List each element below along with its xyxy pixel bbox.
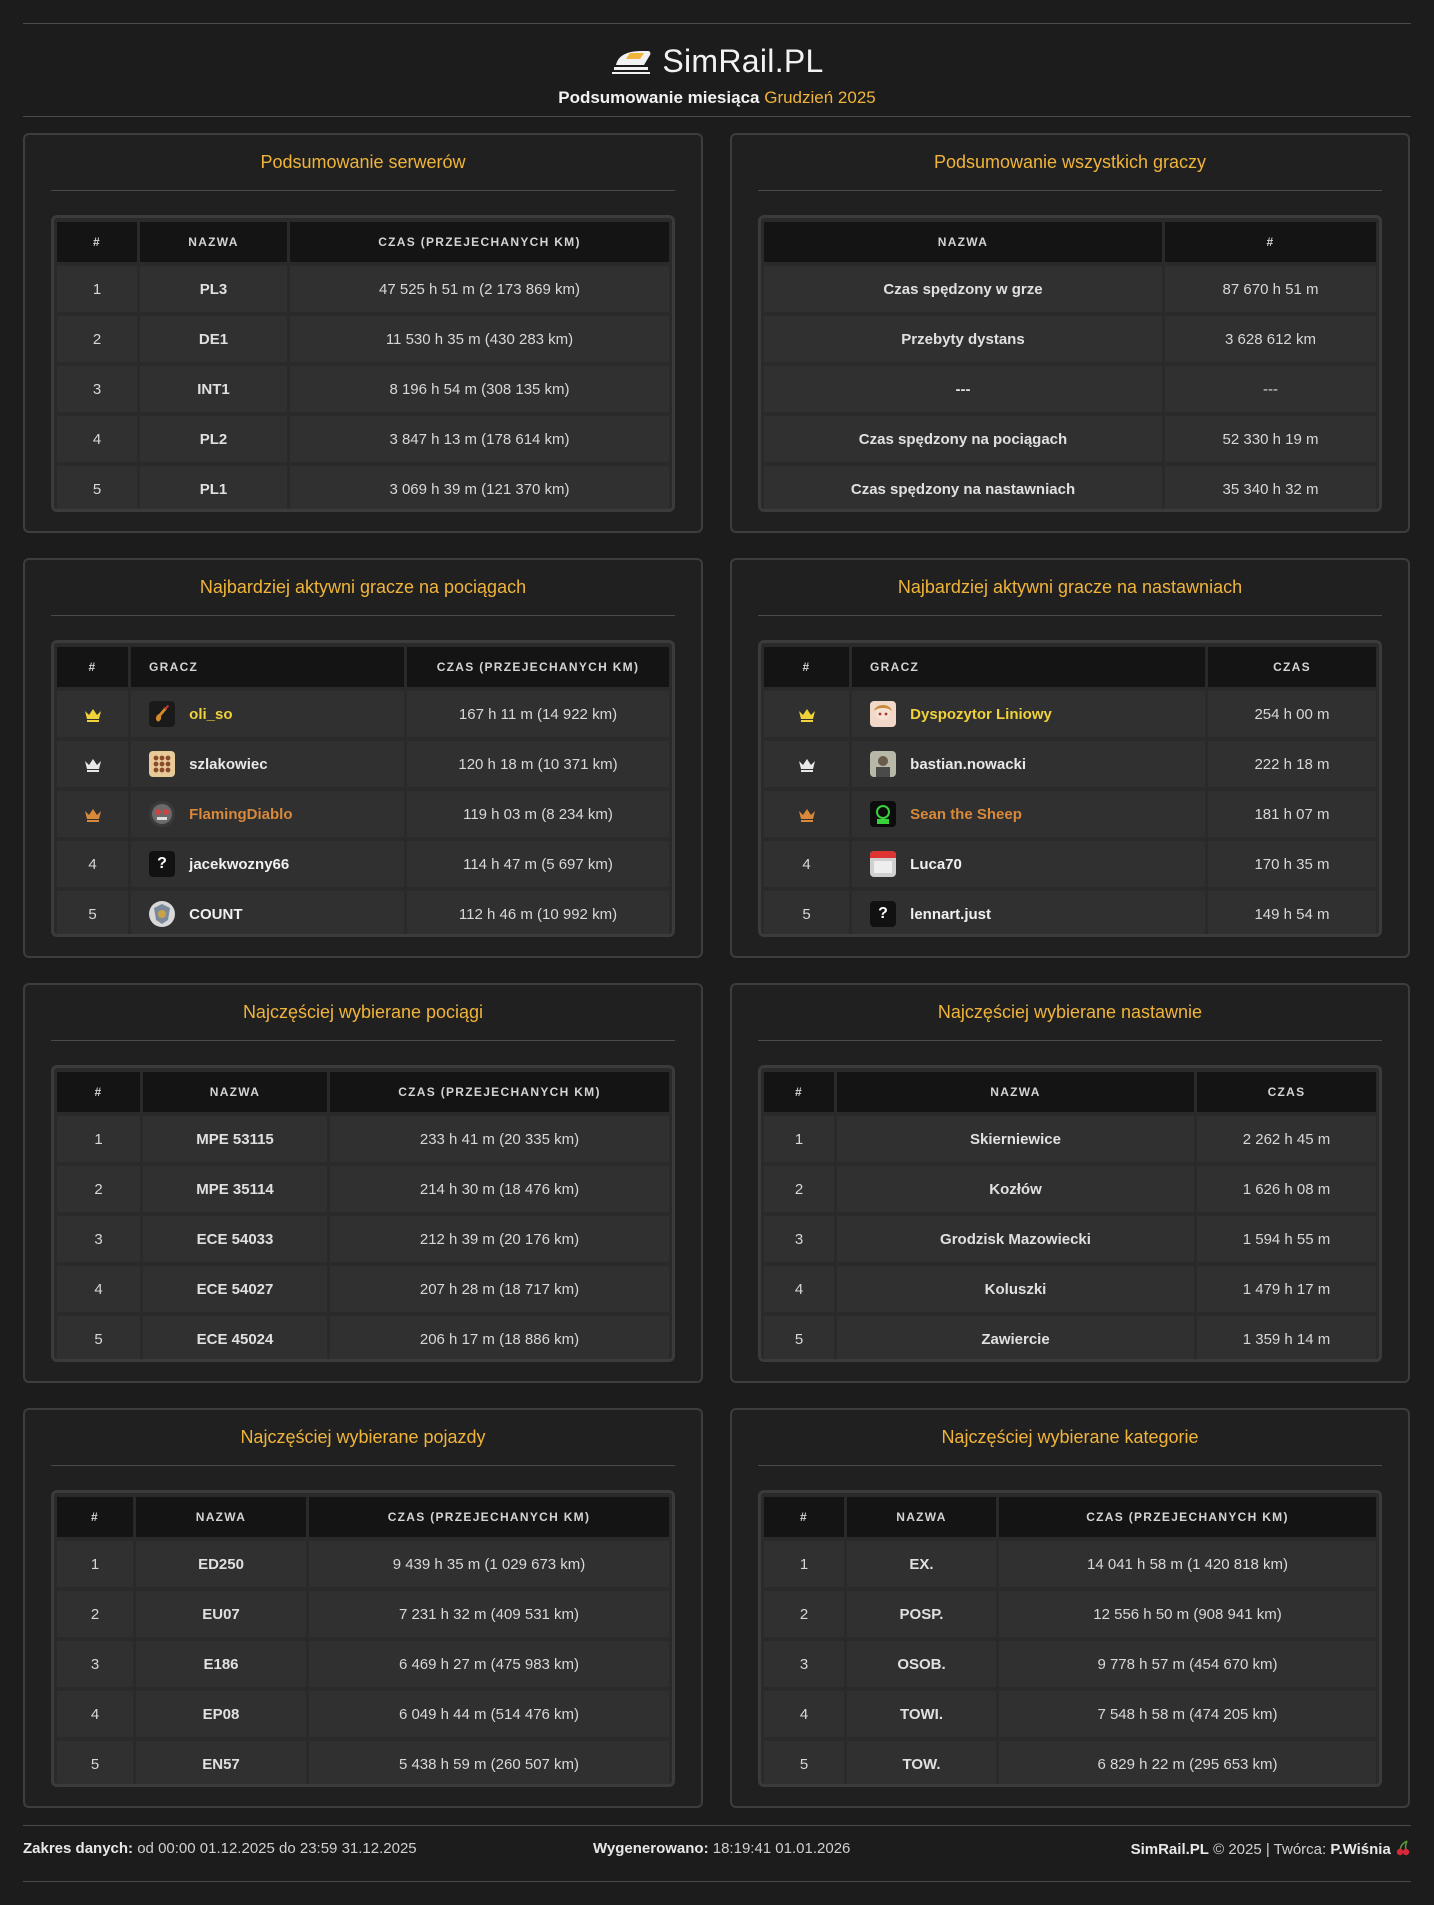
server-name: PL1: [140, 466, 287, 512]
table-row: [764, 1166, 1376, 1212]
time-value: 9 778 h 57 m (454 670 km): [999, 1641, 1376, 1687]
crown-silver-icon: [798, 758, 816, 772]
generated-value: 18:19:41 01.01.2026: [712, 1840, 851, 1857]
rank: 1: [57, 1116, 140, 1162]
cherry-icon: [1395, 1840, 1411, 1856]
column-header: #: [764, 1497, 844, 1537]
player-cell[interactable]: [852, 891, 1205, 937]
stat-name: Czas spędzony na pociągach: [764, 416, 1162, 462]
train-name: ECE 54027: [143, 1266, 327, 1312]
train-logo-icon: [610, 47, 654, 75]
stat-value: 52 330 h 19 m: [1165, 416, 1376, 462]
question-avatar-icon: ?: [149, 851, 175, 877]
time-value: 6 049 h 44 m (514 476 km): [309, 1691, 669, 1737]
player-cell[interactable]: [852, 691, 1205, 737]
time-value: 112 h 46 m (10 992 km): [407, 891, 669, 937]
page-subtitle: [0, 88, 1434, 108]
servers-panel: [23, 133, 703, 533]
category-name: OSOB.: [847, 1641, 996, 1687]
time-value: 11 530 h 35 m (430 283 km): [290, 316, 669, 362]
time-value: 206 h 17 m (18 886 km): [330, 1316, 669, 1362]
column-header: #: [57, 1497, 133, 1537]
table-row: [57, 1166, 669, 1212]
table-row: [57, 316, 669, 362]
table-row: [57, 1591, 669, 1637]
player-cell[interactable]: [852, 791, 1205, 837]
train-players-panel: [23, 558, 703, 958]
column-header: CZAS: [1197, 1072, 1376, 1112]
credits: [1131, 1840, 1411, 1858]
top-rule: [23, 23, 1411, 24]
panel-divider: [758, 1040, 1382, 1041]
crown-gold-icon: [798, 708, 816, 722]
vehicle-name: EP08: [136, 1691, 306, 1737]
table-row: [764, 741, 1376, 787]
time-value: 9 439 h 35 m (1 029 673 km): [309, 1541, 669, 1587]
generated-label: Wygenerowano:: [593, 1840, 709, 1857]
rank: 4: [764, 1266, 834, 1312]
table-row: [764, 316, 1376, 362]
train-name: MPE 53115: [143, 1116, 327, 1162]
table-row: [764, 691, 1376, 737]
page-footer: [23, 1840, 1411, 1864]
train-name: ECE 45024: [143, 1316, 327, 1362]
rank: 2: [57, 1591, 133, 1637]
time-value: 1 626 h 08 m: [1197, 1166, 1376, 1212]
vehicle-name: EU07: [136, 1591, 306, 1637]
footer-brand[interactable]: SimRail.PL: [1130, 1841, 1209, 1858]
rank: 3: [764, 1641, 844, 1687]
player-name: Luca70: [910, 855, 962, 873]
dispatch-players-table: [761, 643, 1379, 937]
column-header: #: [764, 647, 849, 687]
rank: 2: [57, 316, 137, 362]
time-value: 233 h 41 m (20 335 km): [330, 1116, 669, 1162]
column-header: NAZWA: [136, 1497, 306, 1537]
question-avatar-icon: ?: [870, 901, 896, 927]
table-row: [764, 1316, 1376, 1362]
table-row: [764, 791, 1376, 837]
player-cell[interactable]: [131, 891, 404, 937]
bottom-rule: [23, 1881, 1411, 1882]
time-value: 212 h 39 m (20 176 km): [330, 1216, 669, 1262]
category-name: POSP.: [847, 1591, 996, 1637]
column-header: CZAS (PRZEJECHANYCH KM): [290, 222, 669, 262]
rank: [57, 791, 128, 837]
crown-gold-icon: [84, 708, 102, 722]
server-name: INT1: [140, 366, 287, 412]
vehicles-table: [54, 1493, 672, 1787]
time-value: 5 438 h 59 m (260 507 km): [309, 1741, 669, 1787]
column-header: #: [57, 647, 128, 687]
table-row: [764, 1541, 1376, 1587]
category-name: EX.: [847, 1541, 996, 1587]
categories-panel: [730, 1408, 1410, 1808]
time-value: 7 231 h 32 m (409 531 km): [309, 1591, 669, 1637]
generated-at: [593, 1840, 850, 1857]
table-row: [764, 416, 1376, 462]
time-value: 47 525 h 51 m (2 173 869 km): [290, 266, 669, 312]
column-header: CZAS (PRZEJECHANYCH KM): [330, 1072, 669, 1112]
crown-bronze-icon: [798, 808, 816, 822]
server-name: PL3: [140, 266, 287, 312]
table-row: [764, 841, 1376, 887]
table-row: [57, 691, 669, 737]
player-cell[interactable]: [131, 741, 404, 787]
trains-table: [54, 1068, 672, 1362]
table-row: [764, 1591, 1376, 1637]
data-range-label: Zakres danych:: [23, 1840, 134, 1857]
panel-title: Najczęściej wybierane pojazdy: [240, 1427, 486, 1447]
column-header: CZAS (PRZEJECHANYCH KM): [309, 1497, 669, 1537]
panel-divider: [51, 190, 675, 191]
rank: 5: [57, 1741, 133, 1787]
vehicles-table-wrap: [51, 1490, 675, 1787]
train-players-table: [54, 643, 672, 937]
dispatch-players-table-wrap: [758, 640, 1382, 937]
rank: [764, 691, 849, 737]
table-row: [57, 1641, 669, 1687]
time-value: 12 556 h 50 m (908 941 km): [999, 1591, 1376, 1637]
crown-bronze-icon: [84, 808, 102, 822]
panel-divider: [758, 615, 1382, 616]
time-value: 149 h 54 m: [1208, 891, 1376, 937]
table-row: [764, 1266, 1376, 1312]
panel-divider: [758, 190, 1382, 191]
table-row: [57, 1216, 669, 1262]
vehicle-name: E186: [136, 1641, 306, 1687]
player-cell[interactable]: [852, 841, 1205, 887]
time-value: 167 h 11 m (14 922 km): [407, 691, 669, 737]
panel-title: Najczęściej wybierane nastawnie: [937, 1002, 1203, 1022]
panel-title: Podsumowanie serwerów: [260, 152, 466, 172]
rank: 4: [764, 841, 849, 887]
table-row: [764, 1116, 1376, 1162]
stat-name: ---: [764, 366, 1162, 412]
rank: 1: [764, 1541, 844, 1587]
stat-name: Czas spędzony na nastawniach: [764, 466, 1162, 512]
table-row: [764, 1641, 1376, 1687]
rank: 4: [57, 416, 137, 462]
dispatch-table: [761, 1068, 1379, 1362]
rank: [764, 791, 849, 837]
stat-value: 3 628 612 km: [1165, 316, 1376, 362]
time-value: 7 548 h 58 m (474 205 km): [999, 1691, 1376, 1737]
player-cell[interactable]: [852, 741, 1205, 787]
panel-title: Najbardziej aktywni gracze na nastawniach: [897, 577, 1243, 597]
vehicle-name: EN57: [136, 1741, 306, 1787]
column-header: NAZWA: [140, 222, 287, 262]
table-row: [764, 891, 1376, 937]
panel-divider: [51, 615, 675, 616]
panel-divider: [51, 1465, 675, 1466]
trains-table-wrap: [51, 1065, 675, 1362]
all-players-table-wrap: [758, 215, 1382, 512]
table-row: [57, 416, 669, 462]
panel-divider: [51, 1040, 675, 1041]
time-value: 6 469 h 27 m (475 983 km): [309, 1641, 669, 1687]
player-name: jacekwozny66: [189, 855, 290, 873]
rank: 4: [57, 841, 128, 887]
rank: 1: [57, 1541, 133, 1587]
table-row: [764, 1741, 1376, 1787]
table-row: [764, 1691, 1376, 1737]
rank: 2: [57, 1166, 140, 1212]
column-header: CZAS (PRZEJECHANYCH KM): [999, 1497, 1376, 1537]
dice-avatar-icon: [149, 751, 175, 777]
time-value: 214 h 30 m (18 476 km): [330, 1166, 669, 1212]
rank: [57, 691, 128, 737]
table-row: [764, 1216, 1376, 1262]
data-range-value: od 00:00 01.12.2025 do 23:59 31.12.2025: [137, 1840, 417, 1857]
time-value: 8 196 h 54 m (308 135 km): [290, 366, 669, 412]
table-row: [57, 366, 669, 412]
train-name: ECE 54033: [143, 1216, 327, 1262]
table-row: [57, 1266, 669, 1312]
player-name: Dyspozytor Liniowy: [910, 705, 1052, 723]
stat-value: 35 340 h 32 m: [1165, 466, 1376, 512]
player-name: bastian.nowacki: [910, 755, 1027, 773]
time-value: 6 829 h 22 m (295 653 km): [999, 1741, 1376, 1787]
table-row: [57, 841, 669, 887]
time-value: 3 847 h 13 m (178 614 km): [290, 416, 669, 462]
column-header: NAZWA: [837, 1072, 1194, 1112]
vehicle-name: ED250: [136, 1541, 306, 1587]
servers-table-wrap: [51, 215, 675, 512]
rank: 4: [57, 1691, 133, 1737]
time-value: 120 h 18 m (10 371 km): [407, 741, 669, 787]
data-range: [23, 1840, 417, 1857]
all-players-panel: [730, 133, 1410, 533]
rank: 1: [764, 1116, 834, 1162]
train-name: MPE 35114: [143, 1166, 327, 1212]
player-name: FlamingDiablo: [189, 805, 293, 823]
table-row: [57, 741, 669, 787]
rank: [764, 741, 849, 787]
column-header: NAZWA: [143, 1072, 327, 1112]
badge-avatar-icon: [149, 901, 175, 927]
time-value: 1 594 h 55 m: [1197, 1216, 1376, 1262]
stat-name: Czas spędzony w grze: [764, 266, 1162, 312]
page-header: [0, 40, 1434, 108]
anime-avatar-icon: [870, 701, 896, 727]
hacker-avatar-icon: [870, 801, 896, 827]
column-header: GRACZ: [131, 647, 404, 687]
time-value: 170 h 35 m: [1208, 841, 1376, 887]
player-cell[interactable]: [131, 691, 404, 737]
table-row: [57, 791, 669, 837]
post-name: Kozłów: [837, 1166, 1194, 1212]
server-name: PL2: [140, 416, 287, 462]
category-name: TOW.: [847, 1741, 996, 1787]
rank: 2: [764, 1166, 834, 1212]
table-row: [764, 366, 1376, 412]
rank: 3: [57, 1216, 140, 1262]
column-header: #: [57, 1072, 140, 1112]
rank: [57, 741, 128, 787]
rank: 5: [764, 891, 849, 937]
table-row: [57, 891, 669, 937]
stat-value: 87 670 h 51 m: [1165, 266, 1376, 312]
rank: 3: [764, 1216, 834, 1262]
column-header: GRACZ: [852, 647, 1205, 687]
brand[interactable]: [0, 40, 1434, 82]
category-name: TOWI.: [847, 1691, 996, 1737]
dispatch-panel: [730, 983, 1410, 1383]
table-row: [57, 1316, 669, 1362]
column-header: NAZWA: [764, 222, 1162, 262]
brand-name: SimRail.PL: [662, 42, 824, 79]
time-value: 207 h 28 m (18 717 km): [330, 1266, 669, 1312]
player-name: szlakowiec: [189, 755, 268, 773]
subtitle-prefix: Podsumowanie miesiąca: [558, 88, 760, 107]
time-value: 3 069 h 39 m (121 370 km): [290, 466, 669, 512]
rank: 4: [764, 1691, 844, 1737]
player-cell[interactable]: [131, 791, 404, 837]
player-cell[interactable]: [131, 841, 404, 887]
player-name: COUNT: [189, 905, 243, 923]
rank: 2: [764, 1591, 844, 1637]
panel-title: Najczęściej wybierane kategorie: [941, 1427, 1199, 1447]
dispatch-table-wrap: [758, 1065, 1382, 1362]
panel-title: Najczęściej wybierane pociągi: [242, 1002, 484, 1022]
table-row: [57, 266, 669, 312]
vehicles-panel: [23, 1408, 703, 1808]
stat-value: ---: [1165, 366, 1376, 412]
column-header: #: [57, 222, 137, 262]
player-name: Sean the Sheep: [910, 805, 1022, 823]
categories-table-wrap: [758, 1490, 1382, 1787]
time-value: 181 h 07 m: [1208, 791, 1376, 837]
table-row: [57, 1741, 669, 1787]
post-name: Zawiercie: [837, 1316, 1194, 1362]
column-header: CZAS (PRZEJECHANYCH KM): [407, 647, 669, 687]
time-value: 1 479 h 17 m: [1197, 1266, 1376, 1312]
rank: 3: [57, 366, 137, 412]
table-row: [57, 1691, 669, 1737]
column-header: #: [1165, 222, 1376, 262]
rank: 1: [57, 266, 137, 312]
rank: 5: [57, 1316, 140, 1362]
dispatch-players-panel: [730, 558, 1410, 958]
table-row: [764, 266, 1376, 312]
server-name: DE1: [140, 316, 287, 362]
rank: 4: [57, 1266, 140, 1312]
footer-top-rule: [23, 1825, 1411, 1826]
column-header: CZAS: [1208, 647, 1376, 687]
rank: 3: [57, 1641, 133, 1687]
stat-name: Przebyty dystans: [764, 316, 1162, 362]
servers-table: [54, 218, 672, 512]
post-name: Koluszki: [837, 1266, 1194, 1312]
rank: 5: [764, 1741, 844, 1787]
panel-divider: [758, 1465, 1382, 1466]
panel-title: Najbardziej aktywni gracze na pociągach: [199, 577, 527, 597]
footer-copyright: © 2025 | Twórca:: [1213, 1841, 1327, 1858]
column-header: NAZWA: [847, 1497, 996, 1537]
player-name: lennart.just: [910, 905, 992, 923]
post-name: Grodzisk Mazowiecki: [837, 1216, 1194, 1262]
column-header: #: [764, 1072, 834, 1112]
guitar-avatar-icon: [149, 701, 175, 727]
table-row: [57, 1116, 669, 1162]
categories-table: [761, 1493, 1379, 1787]
time-value: 114 h 47 m (5 697 km): [407, 841, 669, 887]
time-value: 254 h 00 m: [1208, 691, 1376, 737]
portrait-avatar-icon: [870, 751, 896, 777]
footer-author[interactable]: P.Wiśnia: [1330, 1841, 1391, 1858]
rank: 5: [57, 891, 128, 937]
robot-avatar-icon: [149, 801, 175, 827]
player-name: oli_so: [189, 705, 233, 723]
header-rule: [23, 116, 1411, 117]
time-value: 119 h 03 m (8 234 km): [407, 791, 669, 837]
crown-silver-icon: [84, 758, 102, 772]
time-value: 1 359 h 14 m: [1197, 1316, 1376, 1362]
time-value: 2 262 h 45 m: [1197, 1116, 1376, 1162]
rank: 5: [57, 466, 137, 512]
time-value: 14 041 h 58 m (1 420 818 km): [999, 1541, 1376, 1587]
subtitle-month: Grudzień 2025: [764, 88, 876, 107]
rank: 5: [764, 1316, 834, 1362]
table-row: [764, 466, 1376, 512]
post-name: Skierniewice: [837, 1116, 1194, 1162]
all-players-table: [761, 218, 1379, 512]
panel-title: Podsumowanie wszystkich graczy: [933, 152, 1207, 172]
table-row: [57, 466, 669, 512]
calendar-avatar-icon: [870, 851, 896, 877]
train-players-table-wrap: [51, 640, 675, 937]
time-value: 222 h 18 m: [1208, 741, 1376, 787]
trains-panel: [23, 983, 703, 1383]
table-row: [57, 1541, 669, 1587]
